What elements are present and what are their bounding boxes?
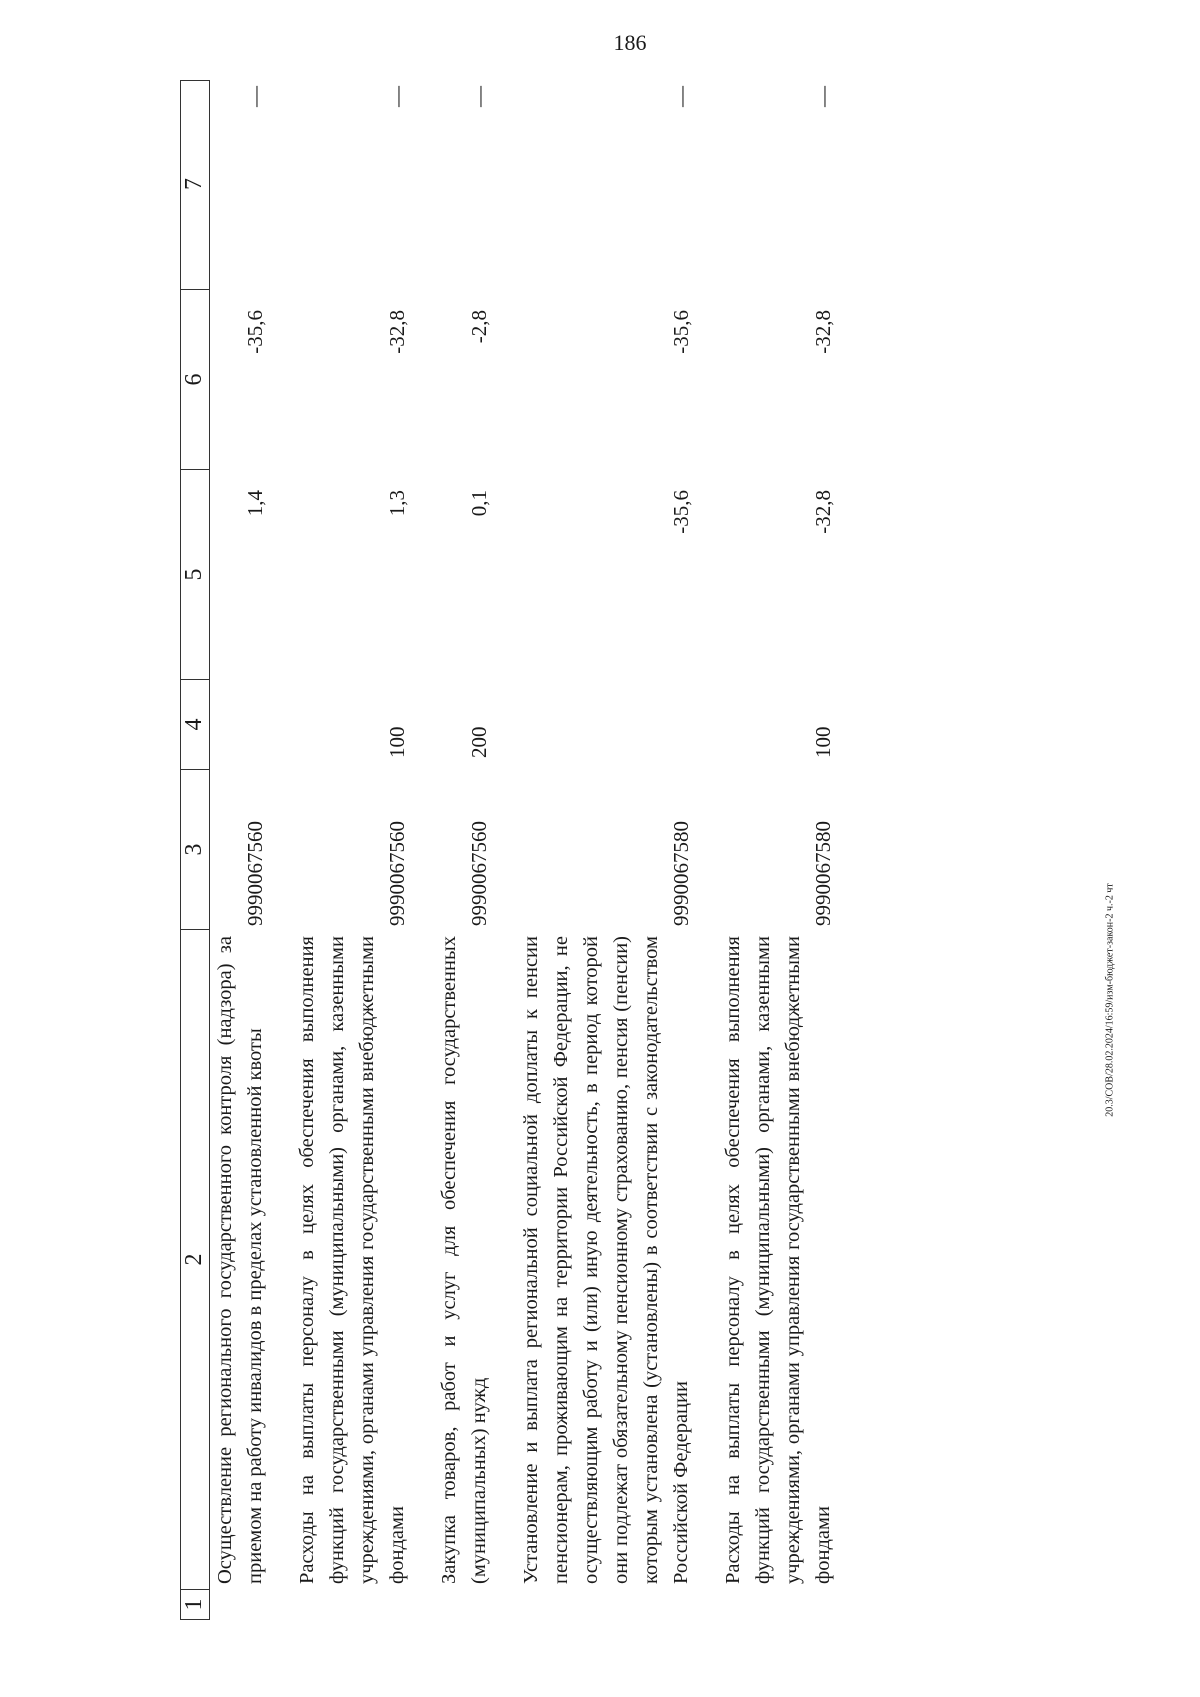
- row-index-cell: [718, 1590, 838, 1620]
- document-footer-code: 20.3/СОВ/28.02.2024/16:59/изм-бюджет-закон-2 ч.-2 чт: [1104, 883, 1116, 1117]
- table-row: [718, 80, 838, 1620]
- row-description: Расходы на выплаты персоналу в целях обеспечения выполнения функций государственными (муниципальными) органами, казенными учреждениями, органами управления государственными внебюджетными фондами: [296, 936, 408, 1584]
- row-type: 200: [467, 726, 491, 758]
- row-col5: -35,6: [669, 490, 693, 534]
- column-header-4: 4: [181, 679, 209, 769]
- row-code: 9990067560: [243, 821, 267, 926]
- row-description: Установление и выплата региональной социальной доплаты к пенсии пенсионерам, проживающим на территории Российской Федерации, не осуществляющим работу и (или) иную деятельность, в период которой они подлежат обязательному пенсионному страхованию, пенсия (пенсии) которым установлена (установлены) в соответствии с законодательством Российской Федерации: [520, 936, 692, 1584]
- row-type: [210, 680, 270, 770]
- column-header-7: 7: [181, 178, 207, 190]
- row-description: Расходы на выплаты персоналу в целях обеспечения выполнения функций государственными (муниципальными) органами, казенными учреждениями, органами управления государственными внебюджетными фондами: [722, 936, 834, 1584]
- column-header-6: 6: [181, 289, 209, 469]
- row-col7: —: [467, 86, 491, 107]
- row-code: 9990067580: [669, 821, 693, 926]
- row-index-cell: [434, 1590, 494, 1620]
- row-index-cell: [516, 1590, 696, 1620]
- row-col5: 1,4: [243, 490, 267, 517]
- row-index-cell: [292, 1590, 412, 1620]
- row-col5: 0,1: [467, 490, 491, 517]
- row-type: 100: [811, 726, 835, 758]
- row-description: Закупка товаров, работ и услуг для обеспечения государственных (муниципальных) нужд: [438, 936, 490, 1584]
- column-header-3: 3: [181, 769, 209, 929]
- row-col5: -32,8: [811, 490, 835, 534]
- column-header-1: 1: [181, 1589, 209, 1619]
- row-description: Осуществление регионального государственного контроля (надзора) за приемом на работу инвалидов в пределах установленной квоты: [214, 936, 266, 1584]
- row-col6: -35,6: [243, 310, 267, 354]
- table-row: [516, 80, 696, 1620]
- row-index-cell: [210, 1590, 270, 1620]
- table-row: [434, 80, 494, 1620]
- column-header-5: 5: [181, 469, 209, 679]
- rotated-table-area: [180, 80, 980, 1620]
- row-col6: -35,6: [669, 310, 693, 354]
- row-col7: —: [669, 86, 693, 107]
- row-type: [516, 680, 696, 770]
- row-col7: —: [811, 86, 835, 107]
- row-code: 9990067580: [811, 821, 835, 926]
- row-col7: —: [243, 86, 267, 107]
- row-col5: 1,3: [385, 490, 409, 517]
- table-row: [292, 80, 412, 1620]
- page-number: 186: [613, 30, 647, 55]
- row-col6: -32,8: [385, 310, 409, 354]
- column-header-2: 2: [181, 929, 209, 1589]
- row-type: 100: [385, 726, 409, 758]
- row-col7: —: [385, 86, 409, 107]
- table-header-row: [180, 80, 210, 1620]
- row-code: 9990067560: [467, 821, 491, 926]
- row-col6: -32,8: [811, 310, 835, 354]
- budget-table: [180, 80, 980, 1620]
- row-col6: -2,8: [467, 310, 491, 344]
- table-row: [210, 80, 270, 1620]
- row-code: 9990067560: [385, 821, 409, 926]
